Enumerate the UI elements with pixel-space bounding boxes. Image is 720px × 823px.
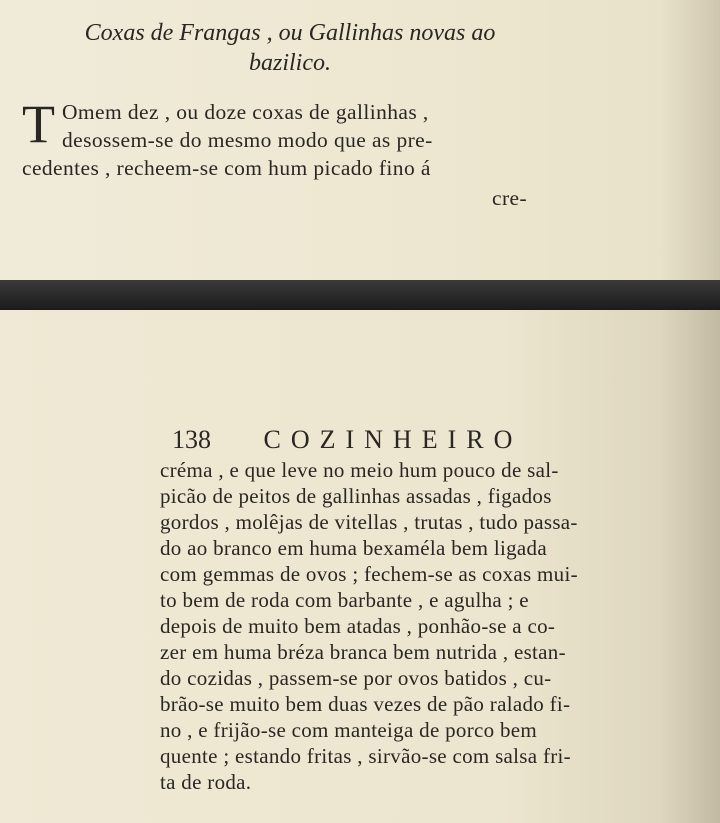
page-gutter [0,280,720,310]
page-number: 138 [172,425,211,454]
recipe-title-line-1: Coxas de Frangas , ou Gallinhas novas ao [84,20,496,46]
text-line: zer em huma bréza branca bem nutrida , estan- [160,640,566,664]
text-line: gordos , molêjas de vitellas , trutas , tudo passa- [160,510,578,534]
text-line: quente ; estando fritas , sirvão-se com salsa fri- [160,744,571,768]
text-line: com gemmas de ovos ; fechem-se as coxas mui- [160,562,578,586]
text-line: desossem-se do mesmo modo que as pre- [62,128,433,152]
text-line: Omem dez , ou doze coxas de gallinhas , [62,100,429,124]
text-line: do cozidas , passem-se por ovos batidos , cu- [160,666,552,690]
running-head [172,425,522,455]
text-line: cedentes , recheem-se com hum picado fino á [22,156,431,180]
text-line: to bem de roda com barbante , e agulha ; e [160,588,529,612]
text-line: brão-se muito bem duas vezes de pão ralado fi- [160,692,571,716]
top-page [0,0,720,280]
text-line: do ao branco em huma bexaméla bem ligada [160,536,547,560]
running-head-title: COZINHEIRO [263,425,523,454]
text-line: depois de muito bem atadas , ponhão-se a co- [160,614,556,638]
text-line: picão de peitos de gallinhas assadas , figados [160,484,552,508]
text-line: no , e frijão-se com manteiga de porco bem [160,718,538,742]
page-shadow [660,310,720,823]
bottom-page [0,310,720,823]
recipe-title-line-2: bazilico. [249,50,331,76]
text-line: ta de roda. [160,770,252,794]
text-line: cre- [492,186,528,210]
page-shadow [660,0,720,280]
recipe-title [40,18,540,78]
text-line: créma , e que leve no meio hum pouco de sal- [160,458,559,482]
drop-cap: T [22,94,55,154]
